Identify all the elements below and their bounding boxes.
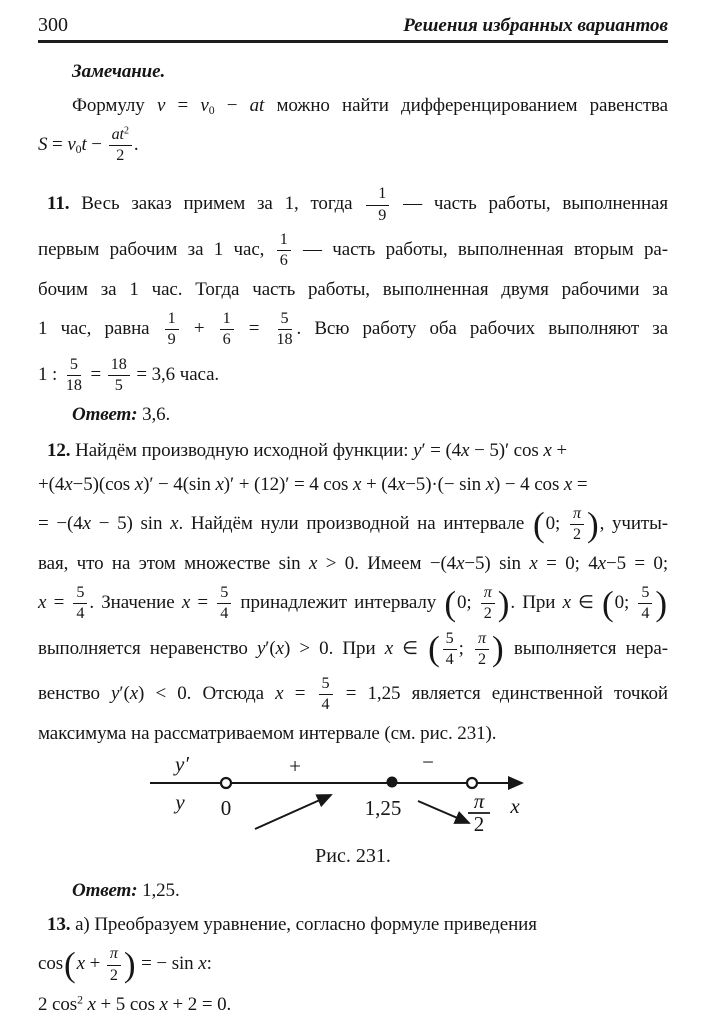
fraction: $\frac{5}{4}$ bbox=[638, 583, 652, 624]
label-y: y bbox=[175, 790, 185, 815]
page-body bbox=[38, 55, 668, 1022]
sign-chart-diagram bbox=[38, 753, 668, 839]
big-paren: ( bbox=[444, 584, 456, 624]
big-paren: ( bbox=[64, 945, 76, 985]
label-y-prime: y′ bbox=[175, 753, 189, 777]
fraction: $\frac{5}{4}$ bbox=[73, 583, 87, 624]
label-max-value: 1,25 bbox=[364, 796, 402, 821]
task11-line-5: 1 : $\frac{5}{18}$ = $\frac{18}{5}$ = 3,6 часа. bbox=[38, 353, 668, 398]
task13-line-2: cos(x + $\frac{\pi}{2}$ ) = − sin x: bbox=[38, 945, 212, 985]
solution-text-top bbox=[38, 55, 668, 751]
task11-answer: Ответ: 3,6. bbox=[72, 403, 171, 425]
fraction: $\frac{5}{4}$ bbox=[217, 583, 231, 624]
task11-line-1: 11. Весь заказ примем за 1, тогда $\frac{1}{9}$ — часть работы, выполненная bbox=[38, 182, 668, 227]
task12-line-3: = −(4x − 5) sin x. Найдём нули производной на интервале (0; $\frac{\pi}{2}$ ), учиты- bbox=[38, 504, 668, 544]
remark-heading: Замечание. bbox=[72, 61, 166, 82]
filled-point-max bbox=[387, 777, 398, 788]
task12-line-2: +(4x−5)(cos x)′ − 4(sin x)′ + (12)′ = 4 cos x + (4x−5)·(− sin x) − 4 cos x = bbox=[38, 473, 588, 495]
page-number: 300 bbox=[38, 14, 68, 36]
fraction: $\frac{1}{9}$ bbox=[366, 184, 389, 225]
fraction: $\frac{\pi}{2}$ bbox=[475, 629, 489, 670]
label-pi: π bbox=[473, 789, 485, 814]
task11-line-3: бочим за 1 час. Тогда часть работы, выполненная двумя рабочими за bbox=[38, 279, 668, 301]
open-point-pi-half bbox=[467, 778, 477, 788]
label-plus: + bbox=[289, 754, 301, 779]
fraction: $\frac{5}{4}$ bbox=[319, 674, 333, 715]
label-minus: − bbox=[422, 753, 434, 775]
fraction: $\frac{5}{18}$ bbox=[65, 355, 82, 394]
fraction: $\frac{5}{4}$ bbox=[443, 629, 457, 670]
open-point-zero bbox=[221, 778, 231, 788]
fraction: $\frac{1}{6}$ bbox=[220, 309, 234, 350]
fraction: $\frac{1}{6}$ bbox=[277, 230, 291, 271]
page-header bbox=[38, 14, 668, 43]
task12-answer: Ответ: 1,25. bbox=[72, 880, 180, 902]
fraction: $\frac{\pi}{2}$ bbox=[107, 944, 121, 985]
task12-line-1: 12. Найдём производную исходной функции: y′ = (4x − 5)′ cos x + bbox=[47, 439, 567, 461]
task12-line-5: x = $\frac{5}{4}$ . Значение x = $\frac{5}{4}$ принадлежит интервалу (0; $\frac{\pi}{2}$ ). При x ∈ (0; $\frac{5}{4}$ ) bbox=[38, 584, 668, 624]
label-zero: 0 bbox=[220, 796, 232, 821]
increasing-arrow bbox=[255, 795, 331, 829]
label-x: x bbox=[510, 794, 520, 819]
task12-line-6: выполняется неравенство y′(x) > 0. При x ∈ ( $\frac{5}{4}$ ; $\frac{\pi}{2}$ ) выполняется нера- bbox=[38, 629, 668, 669]
fraction: $\frac{5}{18}$ bbox=[276, 310, 293, 349]
fraction: $\frac{\pi}{2}$ bbox=[481, 583, 495, 624]
figure-231 bbox=[38, 753, 668, 868]
task12-line-8: максимума на рассматриваемом интервале (см. рис. 231). bbox=[38, 723, 497, 745]
big-paren: ( bbox=[602, 584, 614, 624]
remark-line-2: $S = v_0t$ − $\frac{at^2}{2}$ . bbox=[38, 123, 668, 168]
big-paren: ) bbox=[655, 584, 668, 624]
fraction: $\frac{at^2}{2}$ bbox=[109, 125, 132, 166]
big-paren: ) bbox=[497, 584, 510, 624]
big-paren: ) bbox=[123, 945, 136, 985]
task11-line-2: первым рабочим за 1 час, $\frac{1}{6}$ — часть работы, выполненная вторым ра- bbox=[38, 228, 668, 273]
big-paren: ) bbox=[586, 504, 599, 544]
fraction: $\frac{\pi}{2}$ bbox=[570, 504, 584, 545]
task13-line-3: 2 $\cos^2 x + 5$ cos x + 2 = 0. bbox=[38, 993, 232, 1015]
big-paren: ) bbox=[492, 629, 504, 669]
decreasing-arrow bbox=[418, 801, 469, 823]
task11-line-4: 1 час, равна $\frac{1}{9}$ + $\frac{1}{6}$ = $\frac{5}{18}$ . Всю работу оба рабочих выполняют за bbox=[38, 307, 668, 352]
task13-line-1: 13. а) Преобразуем уравнение, согласно формуле приведения bbox=[47, 914, 537, 936]
fraction: $\frac{1}{9}$ bbox=[165, 309, 179, 350]
task12-line-4: вая, что на этом множестве sin x > 0. Имеем −(4x−5) sin x = 0; 4x−5 = 0; bbox=[38, 553, 669, 575]
fraction: $\frac{18}{5}$ bbox=[108, 355, 130, 396]
big-paren: ( bbox=[428, 629, 440, 669]
solution-text-bottom bbox=[38, 874, 668, 1021]
remark-line-1: Формулу $v = v_0$ − at можно найти дифференцированием равенства bbox=[72, 95, 668, 117]
task12-line-7: венство y′(x) < 0. Отсюда x = $\frac{5}{4}$ = 1,25 является единственной точкой bbox=[38, 672, 668, 717]
label-two: 2 bbox=[473, 812, 485, 837]
running-title: Решения избранных вариантов bbox=[403, 15, 668, 36]
big-paren: ( bbox=[533, 504, 545, 544]
figure-caption: Рис. 231. bbox=[315, 845, 391, 868]
